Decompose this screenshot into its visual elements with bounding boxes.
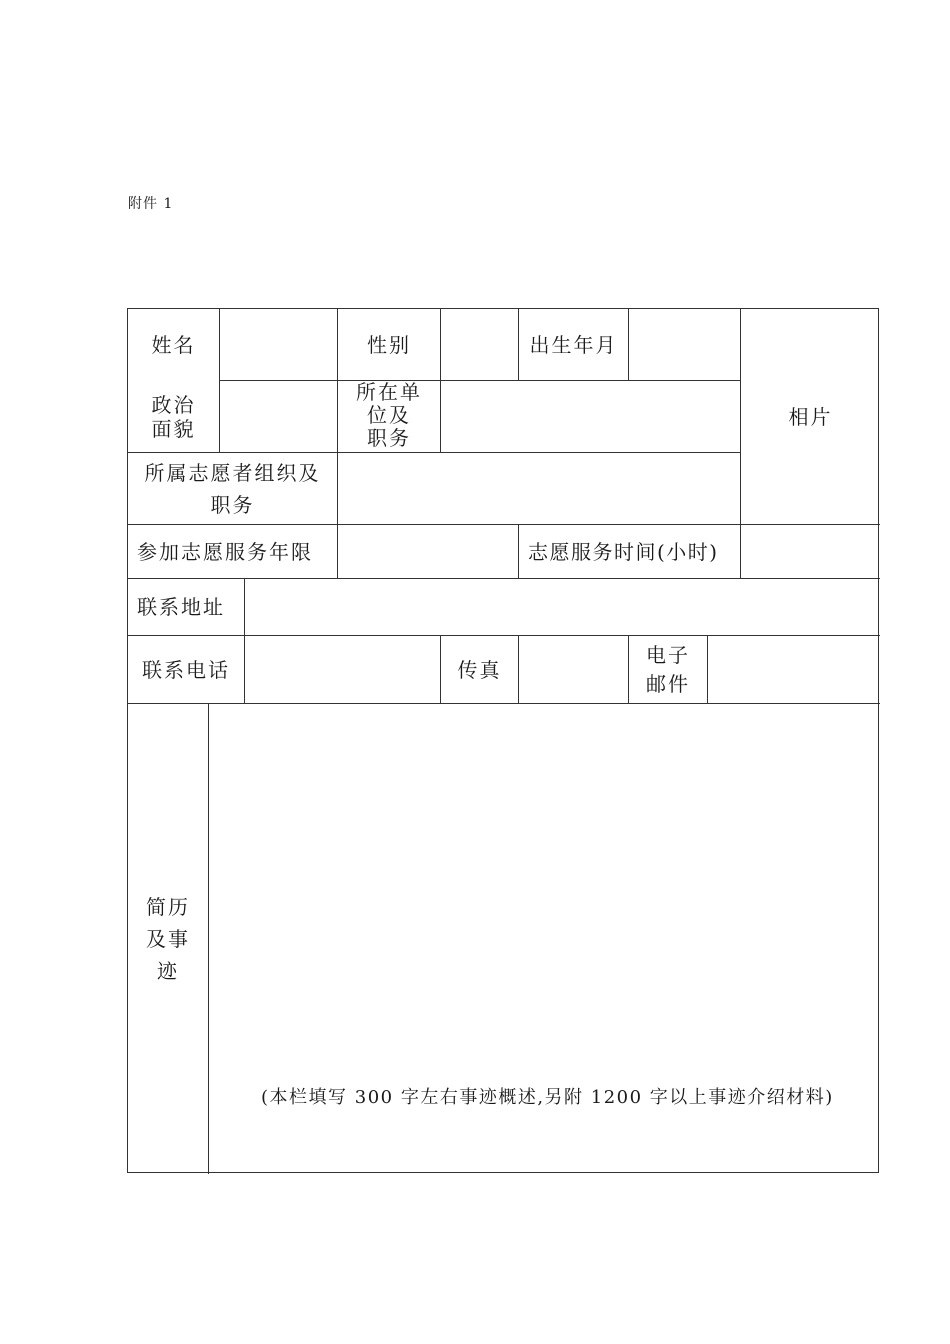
address-label: 联系地址 xyxy=(137,595,225,619)
fax-field[interactable] xyxy=(519,636,628,703)
service-hours-label: 志愿服务时间(小时) xyxy=(528,539,719,564)
fax-label: 传真 xyxy=(457,657,502,682)
volunteer-application-form xyxy=(127,308,879,1173)
birth-label: 出生年月 xyxy=(529,332,618,357)
resume-label: 简历 及事 迹 xyxy=(146,895,190,983)
volunteer-org-label: 所属志愿者组织及 职务 xyxy=(144,460,321,517)
service-years-field[interactable] xyxy=(338,525,518,578)
email-label: 电子 邮件 xyxy=(646,642,690,696)
address-field[interactable] xyxy=(245,579,880,635)
service-hours-field[interactable] xyxy=(741,525,880,578)
service-years-label: 参加志愿服务年限 xyxy=(137,539,313,564)
political-status-field[interactable] xyxy=(220,381,337,452)
unit-position-label: 所在单 位及 职务 xyxy=(356,379,422,450)
phone-field[interactable] xyxy=(245,636,440,703)
phone-label: 联系电话 xyxy=(142,657,230,682)
name-field[interactable] xyxy=(220,309,337,380)
attachment-label: 附件 1 xyxy=(128,196,174,212)
email-field[interactable] xyxy=(708,636,880,703)
birth-field[interactable] xyxy=(629,309,740,380)
gender-label: 性别 xyxy=(367,332,411,357)
unit-position-field[interactable] xyxy=(441,381,740,452)
political-status-label: 政治 面貌 xyxy=(151,392,196,441)
resume-note: (本栏填写 300 字左右事迹概述,另附 1200 字以上事迹介绍材料) xyxy=(261,1087,834,1108)
volunteer-org-field[interactable] xyxy=(338,453,740,524)
photo-label[interactable]: 相片 xyxy=(788,404,833,429)
gender-field[interactable] xyxy=(441,309,518,380)
name-label: 姓名 xyxy=(151,332,196,357)
